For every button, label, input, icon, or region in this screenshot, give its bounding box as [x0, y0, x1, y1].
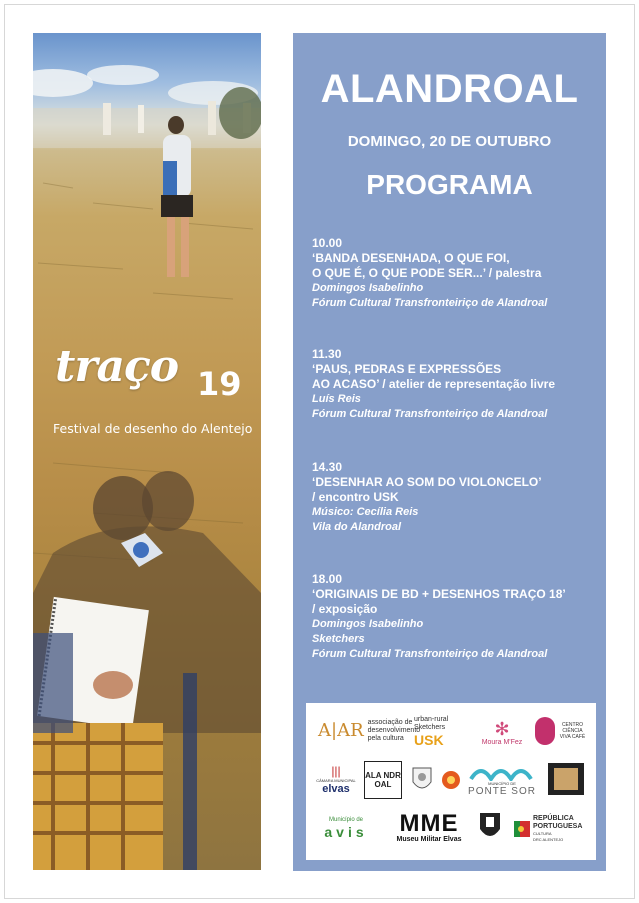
usk-logo — [414, 711, 476, 753]
flag-icon — [514, 819, 530, 839]
event-person: Luís Reis — [312, 393, 361, 405]
event-title-line: ‘BANDA DESENHADA, O QUE FOI, — [312, 251, 510, 265]
elvas-text: elvas — [322, 783, 350, 795]
moura-star-icon: ✻ — [494, 719, 510, 739]
moura-logo — [478, 711, 526, 755]
sponsor-logos — [306, 703, 596, 860]
town-title: ALANDROAL — [320, 67, 579, 111]
event-place: Fórum Cultural Transfronteiriço de Alandroal — [312, 297, 548, 309]
event-title-line: ‘PAUS, PEDRAS E EXPRESSÕES — [312, 362, 502, 376]
painting-scene — [33, 33, 261, 870]
event-person: Domingos Isabelinho — [312, 618, 424, 630]
coat-of-arms-icon — [410, 765, 434, 795]
event-time: 18.00 — [312, 572, 343, 586]
drc-text: DRC ALENTEJO — [533, 837, 564, 842]
pontesor-small: MUNICÍPIO DE — [488, 781, 516, 786]
event-title-line: ‘ORIGINAIS DE BD + DESENHOS TRAÇO 18’ — [312, 587, 566, 601]
pontesor-logo — [468, 759, 536, 801]
aar-logo — [318, 711, 421, 751]
event-title-line: O QUE É, O QUE PODE SER...’ / palestra — [312, 266, 542, 280]
festival-year: 19 — [197, 365, 242, 403]
ciencia-logo — [532, 711, 590, 751]
usk-line2: Sketchers — [414, 724, 446, 731]
film-strip-icon — [546, 761, 586, 797]
event-person: Músico: Cecília Reis — [312, 506, 419, 518]
mme-text: MME — [399, 810, 459, 837]
elvas-mark-icon: ||| — [331, 764, 341, 778]
avis-small: Município de — [328, 817, 364, 823]
festival-name: traço — [55, 341, 179, 392]
film-icon — [547, 762, 585, 796]
event-item — [312, 460, 606, 535]
cultura-text: CULTURA — [533, 831, 552, 836]
event-item — [312, 236, 606, 311]
event-place: Vila do Alandroal — [312, 521, 402, 533]
shield-icon — [411, 766, 433, 794]
mme-subtitle: Museu Militar Elvas — [396, 836, 462, 843]
usk-line1: urban-rural — [414, 716, 449, 723]
avis-text: avis — [324, 824, 368, 840]
aar-text: associação de desenvolvimento pela cultura — [367, 719, 421, 742]
ciencia-text: CENTRO CIÊNCIA VIVA CAFÉ — [559, 722, 586, 740]
pontesor-text: PONTE SOR — [468, 786, 536, 797]
event-place: Fórum Cultural Transfronteiriço de Alandroal — [312, 648, 548, 660]
republica-logo — [514, 807, 592, 851]
republica-line2: PORTUGUESA — [533, 823, 583, 830]
ciencia-icon — [535, 717, 555, 745]
aar-mark: A|AR — [318, 720, 364, 741]
event-title-line: AO ACASO’ / atelier de representação livre — [312, 377, 555, 391]
military-shield-icon — [476, 809, 504, 845]
event-place: Fórum Cultural Transfronteiriço de Alandroal — [312, 408, 548, 420]
elvas-logo — [312, 761, 360, 799]
flame-svg — [440, 765, 462, 795]
event-time: 14.30 — [312, 460, 343, 474]
festival-subtitle: Festival de desenho do Alentejo — [53, 421, 253, 436]
republica-line1: REPÚBLICA — [533, 815, 574, 822]
cover-painting — [33, 33, 261, 870]
event-title-line: / exposição — [312, 602, 378, 616]
event-title-line: / encontro USK — [312, 490, 399, 504]
event-date: DOMINGO, 20 DE OUTUBRO — [347, 133, 552, 150]
event-time: 10.00 — [312, 236, 343, 250]
alandroal-logo: ALA NDR OAL — [364, 761, 402, 799]
shield-dark-icon — [478, 811, 502, 843]
event-item — [312, 347, 606, 422]
moura-text: Moura M'Fez — [481, 739, 523, 746]
event-title-line: ‘DESENHAR AO SOM DO VIOLONCELO’ — [312, 475, 542, 489]
event-person: Domingos Isabelinho — [312, 282, 424, 294]
mme-logo — [390, 807, 468, 849]
event-item — [312, 572, 606, 662]
elvas-small: CÂMARA MUNICIPAL — [316, 778, 356, 783]
event-time: 11.30 — [312, 347, 342, 361]
usk-brand: USK — [414, 732, 444, 748]
avis-logo — [314, 807, 378, 849]
bridge-icon — [469, 763, 535, 781]
event-person: Sketchers — [312, 633, 365, 645]
program-heading: PROGRAMA — [366, 169, 533, 200]
flame-icon — [438, 763, 464, 797]
